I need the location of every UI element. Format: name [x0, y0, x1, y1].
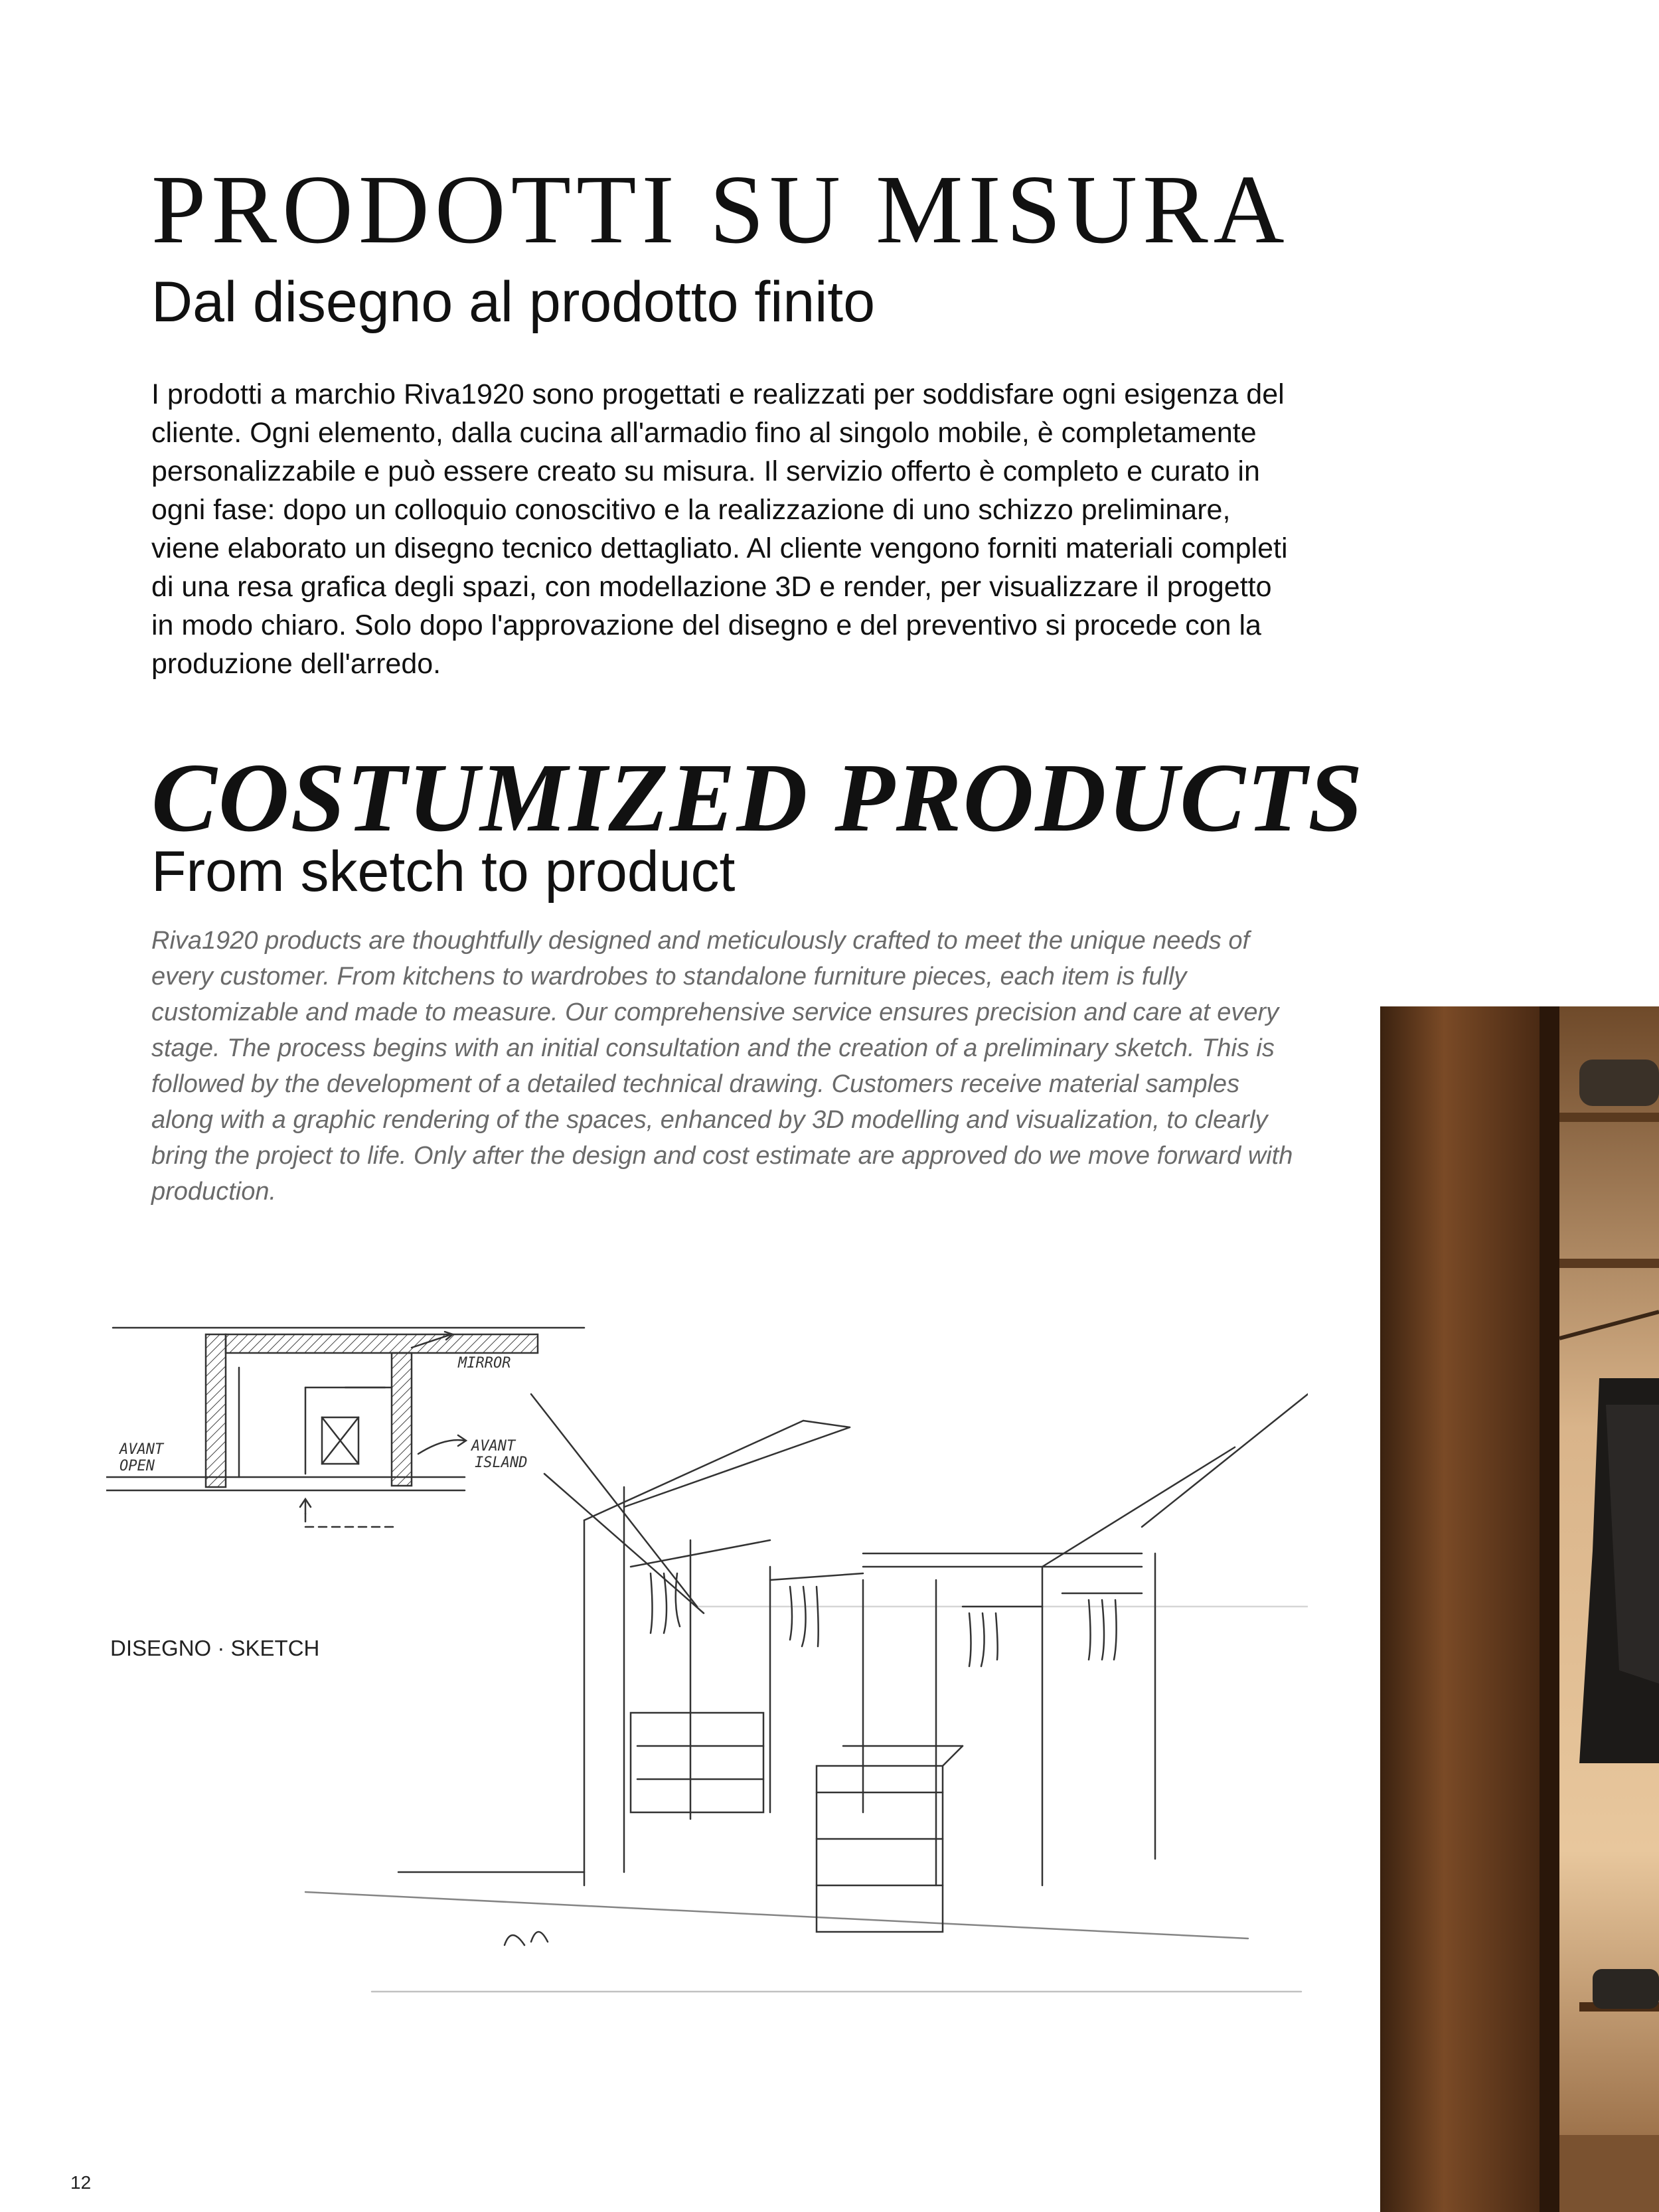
english-title: COSTUMIZED PRODUCTS: [151, 744, 1364, 852]
sketch-label-avant-open-2: OPEN: [119, 1458, 155, 1474]
sketch-label-avant-open-1: AVANT: [119, 1441, 164, 1458]
italian-body-text: I prodotti a marchio Riva1920 sono progettati e realizzati per soddisfare ogni esigenza del cliente. Ogni elemento, dalla cucina all'armadio fino al singolo mobile, è completamente personalizzabile e può essere creato su misura. Il servizio offerto è completo e curato in ogni fase: dopo un colloquio conoscitivo e la realizzazione di uno schizzo preliminare, viene elaborato un disegno tecnico dettagliato. Al cliente vengono forniti materiali completi di una resa grafica degli spazi, con modellazione 3D e render, per visualizzare il progetto in modo chiaro. Solo dopo l'approvazione del disegno e del preventivo si procede con la produzione dell'arredo.: [151, 378, 1288, 680]
sketch-label-avant-island-2: ISLAND: [475, 1455, 528, 1471]
sketch-caption: DISEGNO · SKETCH: [110, 1636, 320, 1660]
page-number: 12: [70, 2172, 92, 2193]
sketch-label-avant-island-1: AVANT: [471, 1438, 516, 1455]
sketch-label-mirror: MIRROR: [458, 1355, 511, 1372]
english-body-text: Riva1920 products are thoughtfully designed and meticulously crafted to meet the unique needs of every customer. From kitchens to wardrobes to standalone furniture pieces, each item is fully customizable and made to measure. Our comprehensive service ensures precision and care at every stage. The process begins with an initial consultation and the creation of a preliminary sketch. This is followed by the development of a detailed technical drawing. Customers receive material samples along with a graphic rendering of the spaces, enhanced by 3D modelling and visualization, to clearly bring the project to life. Only after the design and cost estimate are approved do we move forward with production.: [151, 927, 1293, 1206]
wardrobe-photo: [1380, 1006, 1659, 2212]
italian-subtitle: Dal disegno al prodotto finito: [151, 270, 876, 334]
english-subtitle: From sketch to product: [151, 840, 736, 904]
italian-title: PRODOTTI SU MISURA: [151, 155, 1290, 264]
